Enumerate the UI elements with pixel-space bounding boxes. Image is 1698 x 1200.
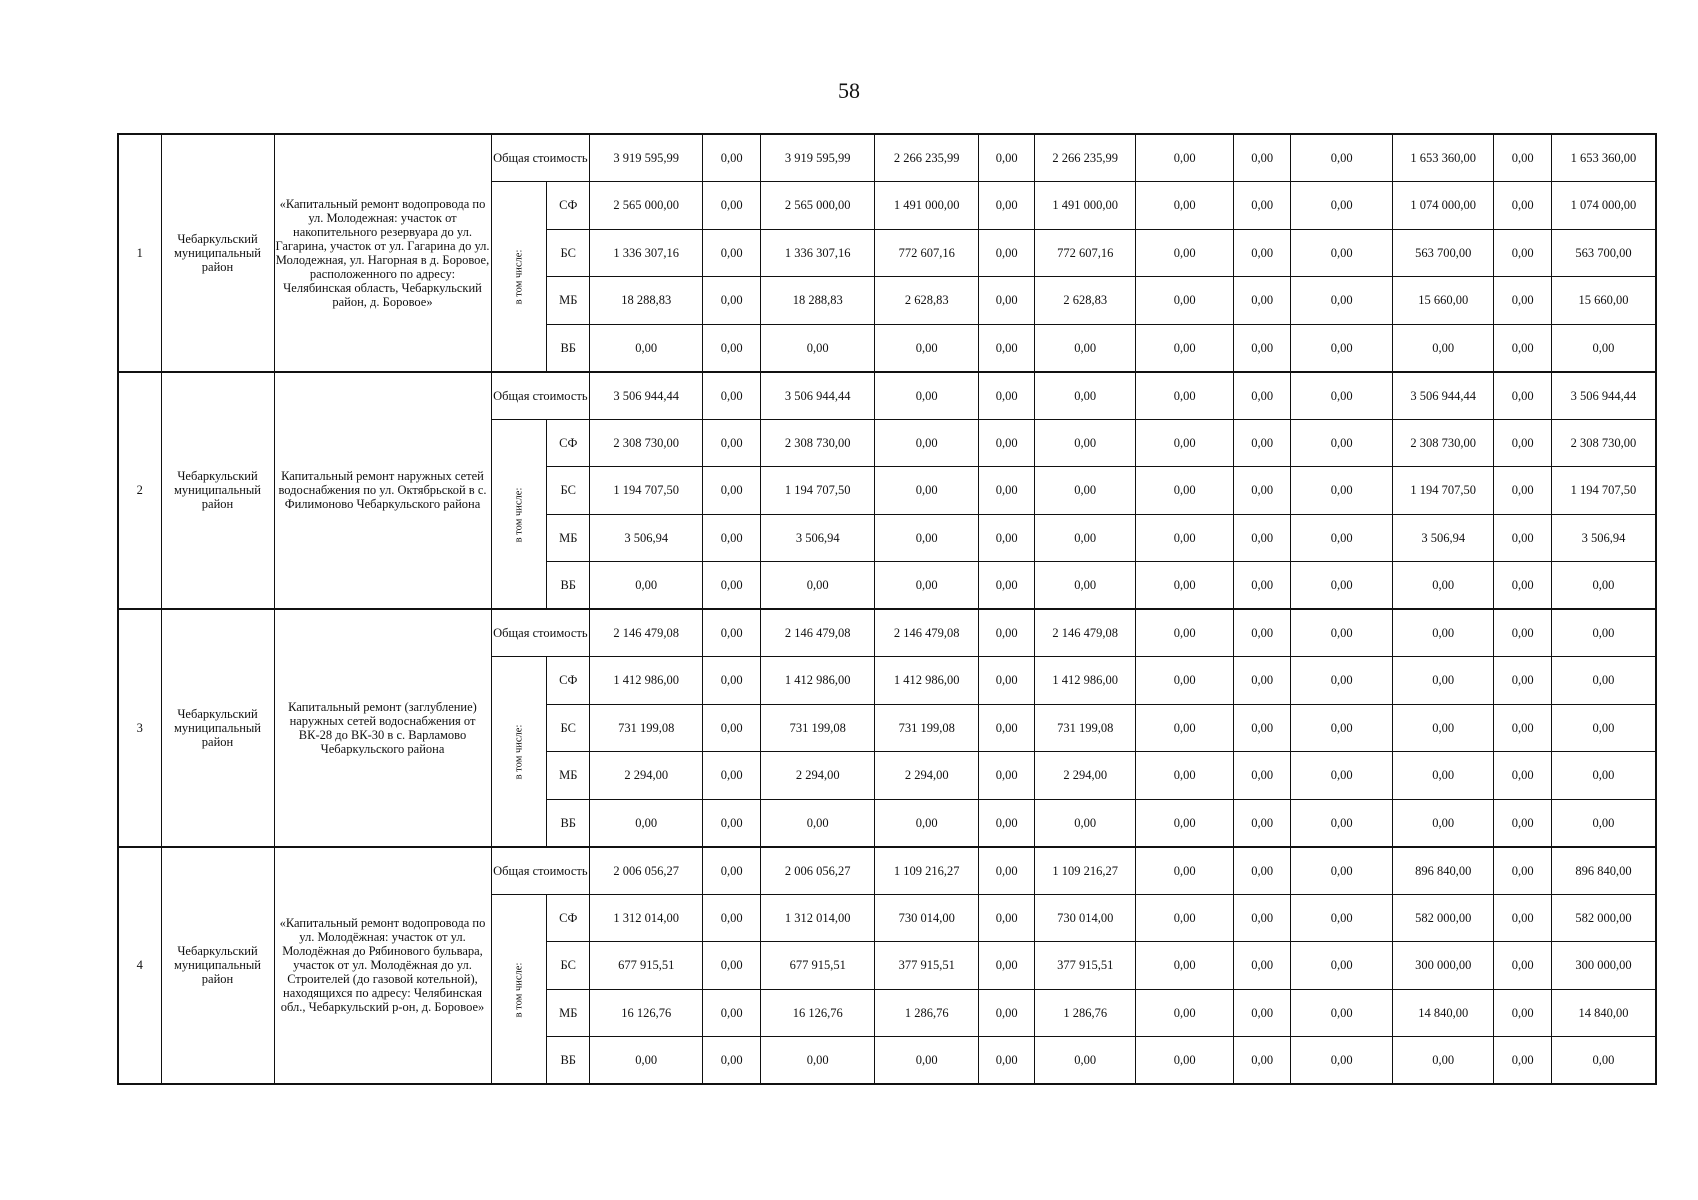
value-cell: 377 915,51 <box>875 942 979 990</box>
value-cell: 3 506 944,44 <box>1552 372 1656 420</box>
value-cell: 1 491 000,00 <box>1035 182 1136 230</box>
value-cell: 15 660,00 <box>1552 277 1656 325</box>
value-cell: 0,00 <box>761 562 875 610</box>
value-cell: 0,00 <box>1291 799 1393 847</box>
value-cell: 2 308 730,00 <box>761 419 875 467</box>
value-cell: 0,00 <box>1234 657 1291 705</box>
value-cell: 0,00 <box>703 847 761 895</box>
value-cell: 0,00 <box>1291 609 1393 657</box>
value-cell: 0,00 <box>1136 894 1234 942</box>
value-cell: 0,00 <box>1291 562 1393 610</box>
value-cell: 0,00 <box>1234 514 1291 562</box>
value-cell: 0,00 <box>1234 467 1291 515</box>
value-cell: 0,00 <box>703 942 761 990</box>
value-cell: 0,00 <box>1035 419 1136 467</box>
value-cell: 0,00 <box>1494 1037 1552 1085</box>
value-cell: 14 840,00 <box>1552 989 1656 1037</box>
value-cell: 0,00 <box>1234 134 1291 182</box>
value-cell: 0,00 <box>703 657 761 705</box>
value-cell: 0,00 <box>1494 467 1552 515</box>
value-cell: 0,00 <box>1035 467 1136 515</box>
value-cell: 0,00 <box>979 752 1035 800</box>
value-cell: 0,00 <box>703 372 761 420</box>
value-cell: 2 565 000,00 <box>761 182 875 230</box>
value-cell: 1 109 216,27 <box>1035 847 1136 895</box>
value-cell: 0,00 <box>979 514 1035 562</box>
value-cell: 0,00 <box>1552 324 1656 372</box>
including-label-cell <box>491 657 547 847</box>
value-cell: 0,00 <box>1234 277 1291 325</box>
total-cost-label: Общая стоимость <box>491 372 590 420</box>
value-cell: 0,00 <box>1136 229 1234 277</box>
value-cell: 0,00 <box>1136 372 1234 420</box>
value-cell: 0,00 <box>1234 372 1291 420</box>
value-cell: 0,00 <box>1035 562 1136 610</box>
value-cell: 16 126,76 <box>761 989 875 1037</box>
value-cell: 1 194 707,50 <box>761 467 875 515</box>
value-cell: 1 653 360,00 <box>1552 134 1656 182</box>
funding-source: СФ <box>547 182 590 230</box>
value-cell: 0,00 <box>1552 657 1656 705</box>
value-cell: 0,00 <box>1552 799 1656 847</box>
value-cell: 0,00 <box>1291 752 1393 800</box>
total-cost-label: Общая стоимость <box>491 847 590 895</box>
value-cell: 1 286,76 <box>1035 989 1136 1037</box>
value-cell: 0,00 <box>1234 942 1291 990</box>
value-cell: 0,00 <box>1291 134 1393 182</box>
table-row <box>118 847 1656 895</box>
value-cell: 300 000,00 <box>1552 942 1656 990</box>
value-cell: 0,00 <box>1494 277 1552 325</box>
value-cell: 0,00 <box>875 562 979 610</box>
value-cell: 0,00 <box>1494 372 1552 420</box>
value-cell: 1 286,76 <box>875 989 979 1037</box>
value-cell: 0,00 <box>1393 799 1494 847</box>
value-cell: 0,00 <box>1393 752 1494 800</box>
funding-source: МБ <box>547 514 590 562</box>
value-cell: 2 146 479,08 <box>761 609 875 657</box>
value-cell: 3 506,94 <box>1552 514 1656 562</box>
value-cell: 0,00 <box>1136 657 1234 705</box>
page-number: 58 <box>838 78 860 103</box>
value-cell: 0,00 <box>1035 514 1136 562</box>
value-cell: 731 199,08 <box>590 704 703 752</box>
value-cell: 0,00 <box>1234 799 1291 847</box>
financing-table <box>117 133 1657 1085</box>
value-cell: 0,00 <box>703 134 761 182</box>
value-cell: 1 109 216,27 <box>875 847 979 895</box>
value-cell: 730 014,00 <box>875 894 979 942</box>
total-cost-label: Общая стоимость <box>491 134 590 182</box>
row-number: 4 <box>118 847 161 1085</box>
value-cell: 0,00 <box>979 799 1035 847</box>
value-cell: 0,00 <box>979 657 1035 705</box>
funding-source: СФ <box>547 657 590 705</box>
value-cell: 0,00 <box>1393 657 1494 705</box>
funding-source: ВБ <box>547 1037 590 1085</box>
value-cell: 0,00 <box>1035 324 1136 372</box>
value-cell: 0,00 <box>1291 704 1393 752</box>
value-cell: 0,00 <box>1291 324 1393 372</box>
value-cell: 2 308 730,00 <box>1393 419 1494 467</box>
value-cell: 0,00 <box>1234 704 1291 752</box>
value-cell: 0,00 <box>1136 514 1234 562</box>
value-cell: 582 000,00 <box>1393 894 1494 942</box>
value-cell: 0,00 <box>1291 514 1393 562</box>
value-cell: 0,00 <box>979 609 1035 657</box>
value-cell: 2 628,83 <box>875 277 979 325</box>
value-cell: 0,00 <box>1035 799 1136 847</box>
value-cell: 0,00 <box>1136 847 1234 895</box>
value-cell: 2 308 730,00 <box>1552 419 1656 467</box>
value-cell: 3 506 944,44 <box>1393 372 1494 420</box>
value-cell: 0,00 <box>703 562 761 610</box>
value-cell: 16 126,76 <box>590 989 703 1037</box>
value-cell: 677 915,51 <box>761 942 875 990</box>
value-cell: 2 308 730,00 <box>590 419 703 467</box>
value-cell: 0,00 <box>1494 609 1552 657</box>
value-cell: 0,00 <box>979 989 1035 1037</box>
value-cell: 0,00 <box>1234 182 1291 230</box>
value-cell: 0,00 <box>1494 894 1552 942</box>
value-cell: 0,00 <box>1494 847 1552 895</box>
value-cell: 0,00 <box>1136 419 1234 467</box>
value-cell: 0,00 <box>1291 419 1393 467</box>
including-label-cell <box>491 894 547 1084</box>
value-cell: 0,00 <box>1393 324 1494 372</box>
value-cell: 0,00 <box>1494 942 1552 990</box>
value-cell: 1 312 014,00 <box>590 894 703 942</box>
table-body <box>118 134 1656 1084</box>
project-description: «Капитальный ремонт водопровода по ул. Молодежная: участок от накопительного резервуара до ул. Гагарина, участок от ул. Гагарина до ул. Молодежная, ул. Нагорная в д. Боровое, расположенного по адресу: Челябинская область, Чебаркульский район, д. Боровое» <box>274 134 491 372</box>
value-cell: 0,00 <box>703 514 761 562</box>
funding-source: МБ <box>547 752 590 800</box>
value-cell: 2 294,00 <box>875 752 979 800</box>
value-cell: 0,00 <box>703 229 761 277</box>
value-cell: 0,00 <box>979 229 1035 277</box>
project-description: «Капитальный ремонт водопровода по ул. Молодёжная: участок от ул. Молодёжная до Рябинового бульвара, участок от ул. Молодёжная до ул. Строителей (до газовой котельной), находящихся по адресу: Челябинская обл., Чебаркульский р-он, д. Боровое» <box>274 847 491 1085</box>
value-cell: 0,00 <box>1494 134 1552 182</box>
value-cell: 3 919 595,99 <box>590 134 703 182</box>
value-cell: 0,00 <box>1494 704 1552 752</box>
value-cell: 0,00 <box>1136 467 1234 515</box>
value-cell: 0,00 <box>1234 324 1291 372</box>
district-name: Чебаркульский муниципальный район <box>161 609 274 847</box>
value-cell: 0,00 <box>1136 562 1234 610</box>
value-cell: 582 000,00 <box>1552 894 1656 942</box>
value-cell: 0,00 <box>979 942 1035 990</box>
value-cell: 0,00 <box>1552 704 1656 752</box>
value-cell: 0,00 <box>703 752 761 800</box>
value-cell: 0,00 <box>875 372 979 420</box>
value-cell: 0,00 <box>703 419 761 467</box>
value-cell: 0,00 <box>1552 752 1656 800</box>
table-row <box>118 609 1656 657</box>
value-cell: 1 412 986,00 <box>875 657 979 705</box>
funding-source: БС <box>547 942 590 990</box>
project-description: Капитальный ремонт наружных сетей водоснабжения по ул. Октябрьской в с. Филимоново Чебаркульского района <box>274 372 491 610</box>
value-cell: 2 294,00 <box>1035 752 1136 800</box>
value-cell: 0,00 <box>1035 372 1136 420</box>
value-cell: 1 336 307,16 <box>761 229 875 277</box>
value-cell: 3 506,94 <box>1393 514 1494 562</box>
value-cell: 0,00 <box>1494 562 1552 610</box>
value-cell: 3 919 595,99 <box>761 134 875 182</box>
value-cell: 0,00 <box>1494 657 1552 705</box>
value-cell: 0,00 <box>1494 514 1552 562</box>
value-cell: 0,00 <box>703 609 761 657</box>
value-cell: 0,00 <box>979 372 1035 420</box>
value-cell: 0,00 <box>1234 609 1291 657</box>
value-cell: 2 266 235,99 <box>1035 134 1136 182</box>
value-cell: 0,00 <box>703 704 761 752</box>
value-cell: 1 194 707,50 <box>1552 467 1656 515</box>
value-cell: 0,00 <box>1393 1037 1494 1085</box>
including-label: в том числе: <box>512 249 524 305</box>
value-cell: 0,00 <box>1291 182 1393 230</box>
value-cell: 0,00 <box>1291 1037 1393 1085</box>
value-cell: 0,00 <box>1494 989 1552 1037</box>
value-cell: 0,00 <box>1291 372 1393 420</box>
value-cell: 0,00 <box>590 324 703 372</box>
value-cell: 3 506,94 <box>590 514 703 562</box>
value-cell: 0,00 <box>979 467 1035 515</box>
value-cell: 731 199,08 <box>1035 704 1136 752</box>
including-label-cell <box>491 182 547 372</box>
value-cell: 0,00 <box>1552 562 1656 610</box>
value-cell: 0,00 <box>1393 562 1494 610</box>
value-cell: 731 199,08 <box>761 704 875 752</box>
value-cell: 0,00 <box>875 514 979 562</box>
funding-source: СФ <box>547 894 590 942</box>
value-cell: 0,00 <box>1234 419 1291 467</box>
value-cell: 0,00 <box>979 894 1035 942</box>
including-label-cell <box>491 419 547 609</box>
value-cell: 0,00 <box>590 1037 703 1085</box>
value-cell: 0,00 <box>1393 609 1494 657</box>
row-number: 1 <box>118 134 161 372</box>
value-cell: 0,00 <box>1494 229 1552 277</box>
value-cell: 0,00 <box>1291 277 1393 325</box>
value-cell: 0,00 <box>1291 229 1393 277</box>
value-cell: 0,00 <box>979 1037 1035 1085</box>
value-cell: 0,00 <box>979 134 1035 182</box>
value-cell: 1 312 014,00 <box>761 894 875 942</box>
value-cell: 0,00 <box>1291 894 1393 942</box>
value-cell: 0,00 <box>703 894 761 942</box>
funding-source: МБ <box>547 989 590 1037</box>
value-cell: 0,00 <box>703 467 761 515</box>
value-cell: 563 700,00 <box>1552 229 1656 277</box>
value-cell: 1 194 707,50 <box>590 467 703 515</box>
value-cell: 1 336 307,16 <box>590 229 703 277</box>
value-cell: 0,00 <box>1494 799 1552 847</box>
value-cell: 0,00 <box>979 562 1035 610</box>
value-cell: 2 565 000,00 <box>590 182 703 230</box>
value-cell: 0,00 <box>1136 134 1234 182</box>
funding-source: БС <box>547 467 590 515</box>
value-cell: 0,00 <box>703 277 761 325</box>
funding-source: ВБ <box>547 799 590 847</box>
table-row <box>118 134 1656 182</box>
district-name: Чебаркульский муниципальный район <box>161 372 274 610</box>
value-cell: 3 506 944,44 <box>761 372 875 420</box>
value-cell: 0,00 <box>979 324 1035 372</box>
value-cell: 0,00 <box>979 419 1035 467</box>
value-cell: 0,00 <box>703 989 761 1037</box>
value-cell: 0,00 <box>1136 942 1234 990</box>
value-cell: 0,00 <box>875 467 979 515</box>
value-cell: 0,00 <box>1494 419 1552 467</box>
funding-source: ВБ <box>547 324 590 372</box>
value-cell: 0,00 <box>1234 229 1291 277</box>
value-cell: 0,00 <box>1291 847 1393 895</box>
row-number: 2 <box>118 372 161 610</box>
value-cell: 2 628,83 <box>1035 277 1136 325</box>
value-cell: 0,00 <box>761 799 875 847</box>
value-cell: 0,00 <box>1393 704 1494 752</box>
value-cell: 0,00 <box>1136 1037 1234 1085</box>
value-cell: 1 491 000,00 <box>875 182 979 230</box>
value-cell: 0,00 <box>979 182 1035 230</box>
value-cell: 677 915,51 <box>590 942 703 990</box>
value-cell: 896 840,00 <box>1552 847 1656 895</box>
funding-source: БС <box>547 229 590 277</box>
value-cell: 2 146 479,08 <box>1035 609 1136 657</box>
value-cell: 2 146 479,08 <box>875 609 979 657</box>
value-cell: 1 412 986,00 <box>590 657 703 705</box>
value-cell: 0,00 <box>590 799 703 847</box>
including-label: в том числе: <box>512 724 524 780</box>
value-cell: 14 840,00 <box>1393 989 1494 1037</box>
value-cell: 1 074 000,00 <box>1393 182 1494 230</box>
row-number: 3 <box>118 609 161 847</box>
value-cell: 896 840,00 <box>1393 847 1494 895</box>
funding-source: БС <box>547 704 590 752</box>
value-cell: 0,00 <box>1136 324 1234 372</box>
value-cell: 0,00 <box>703 324 761 372</box>
value-cell: 300 000,00 <box>1393 942 1494 990</box>
value-cell: 0,00 <box>1291 657 1393 705</box>
funding-source: МБ <box>547 277 590 325</box>
value-cell: 0,00 <box>1035 1037 1136 1085</box>
value-cell: 731 199,08 <box>875 704 979 752</box>
value-cell: 730 014,00 <box>1035 894 1136 942</box>
value-cell: 0,00 <box>1291 467 1393 515</box>
value-cell: 0,00 <box>1291 989 1393 1037</box>
including-label: в том числе: <box>512 487 524 543</box>
value-cell: 0,00 <box>875 324 979 372</box>
value-cell: 0,00 <box>1291 942 1393 990</box>
value-cell: 2 294,00 <box>590 752 703 800</box>
value-cell: 3 506,94 <box>761 514 875 562</box>
value-cell: 0,00 <box>1494 182 1552 230</box>
value-cell: 0,00 <box>1552 609 1656 657</box>
funding-source: ВБ <box>547 562 590 610</box>
value-cell: 0,00 <box>1494 752 1552 800</box>
value-cell: 0,00 <box>979 847 1035 895</box>
value-cell: 0,00 <box>1234 562 1291 610</box>
value-cell: 0,00 <box>1234 894 1291 942</box>
project-description: Капитальный ремонт (заглубление) наружных сетей водоснабжения от ВК-28 до ВК-30 в с. Варламово Чебаркульского района <box>274 609 491 847</box>
value-cell: 15 660,00 <box>1393 277 1494 325</box>
value-cell: 563 700,00 <box>1393 229 1494 277</box>
value-cell: 0,00 <box>1136 704 1234 752</box>
value-cell: 0,00 <box>1136 989 1234 1037</box>
including-label: в том числе: <box>512 962 524 1018</box>
value-cell: 0,00 <box>703 799 761 847</box>
value-cell: 1 074 000,00 <box>1552 182 1656 230</box>
value-cell: 3 506 944,44 <box>590 372 703 420</box>
value-cell: 2 006 056,27 <box>761 847 875 895</box>
district-name: Чебаркульский муниципальный район <box>161 134 274 372</box>
value-cell: 0,00 <box>1136 752 1234 800</box>
value-cell: 0,00 <box>875 799 979 847</box>
value-cell: 377 915,51 <box>1035 942 1136 990</box>
district-name: Чебаркульский муниципальный район <box>161 847 274 1085</box>
value-cell: 1 412 986,00 <box>1035 657 1136 705</box>
value-cell: 0,00 <box>1136 182 1234 230</box>
value-cell: 1 194 707,50 <box>1393 467 1494 515</box>
value-cell: 0,00 <box>761 1037 875 1085</box>
value-cell: 0,00 <box>1136 799 1234 847</box>
value-cell: 0,00 <box>1136 277 1234 325</box>
value-cell: 2 006 056,27 <box>590 847 703 895</box>
value-cell: 0,00 <box>1234 752 1291 800</box>
table-row <box>118 372 1656 420</box>
value-cell: 0,00 <box>703 1037 761 1085</box>
value-cell: 0,00 <box>1552 1037 1656 1085</box>
value-cell: 2 294,00 <box>761 752 875 800</box>
value-cell: 0,00 <box>1136 609 1234 657</box>
value-cell: 772 607,16 <box>1035 229 1136 277</box>
value-cell: 0,00 <box>1234 847 1291 895</box>
value-cell: 1 412 986,00 <box>761 657 875 705</box>
value-cell: 772 607,16 <box>875 229 979 277</box>
value-cell: 0,00 <box>590 562 703 610</box>
value-cell: 2 266 235,99 <box>875 134 979 182</box>
value-cell: 0,00 <box>703 182 761 230</box>
value-cell: 0,00 <box>761 324 875 372</box>
value-cell: 0,00 <box>979 704 1035 752</box>
value-cell: 0,00 <box>979 277 1035 325</box>
value-cell: 18 288,83 <box>590 277 703 325</box>
value-cell: 18 288,83 <box>761 277 875 325</box>
funding-source: СФ <box>547 419 590 467</box>
value-cell: 0,00 <box>1234 989 1291 1037</box>
value-cell: 2 146 479,08 <box>590 609 703 657</box>
value-cell: 0,00 <box>1494 324 1552 372</box>
value-cell: 0,00 <box>1234 1037 1291 1085</box>
value-cell: 0,00 <box>875 1037 979 1085</box>
value-cell: 1 653 360,00 <box>1393 134 1494 182</box>
value-cell: 0,00 <box>875 419 979 467</box>
total-cost-label: Общая стоимость <box>491 609 590 657</box>
